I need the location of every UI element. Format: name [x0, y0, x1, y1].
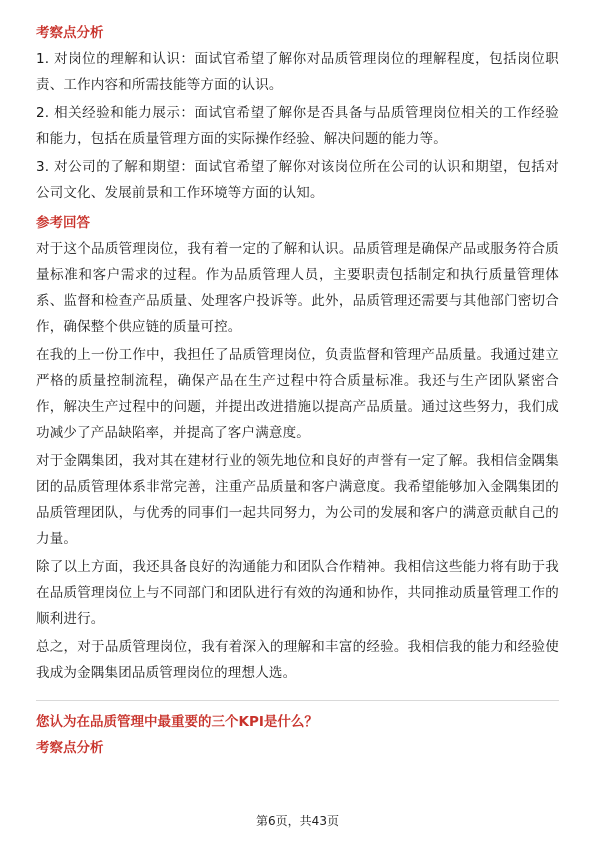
analysis-item: 3. 对公司的了解和期望：面试官希望了解你对该岗位所在公司的认识和期望，包括对公司文化、发展前景和工作环境等方面的认知。: [36, 159, 559, 201]
analysis-item: 2. 相关经验和能力展示：面试官希望了解你是否具备与品质管理岗位相关的工作经验和能力，包括在质量管理方面的实际操作经验、解决问题的能力等。: [36, 105, 559, 147]
answer-heading: 参考回答: [36, 215, 90, 231]
answer-paragraph: 对于这个品质管理岗位，我有着一定的了解和认识。品质管理是确保产品或服务符合质量标准和客户需求的过程。作为品质管理人员，主要职责包括制定和执行质量管理体系、监督和检查产品质量、处理客户投诉等。此外，品质管理还需要与其他部门密切合作，确保整个供应链的质量可控。: [36, 241, 559, 335]
analysis-item: 1. 对岗位的理解和认识：面试官希望了解你对品质管理岗位的理解程度，包括岗位职责、工作内容和所需技能等方面的认识。: [36, 51, 559, 93]
answer-paragraph: 总之，对于品质管理岗位，我有着深入的理解和丰富的经验。我相信我的能力和经验使我成为金隅集团品质管理岗位的理想人选。: [36, 639, 559, 681]
page-number: 第6页，共43页: [256, 814, 339, 828]
next-analysis-heading: 考察点分析: [36, 740, 104, 756]
answer-paragraph: 除了以上方面，我还具备良好的沟通能力和团队合作精神。我相信这些能力将有助于我在品质管理岗位上与不同部门和团队进行有效的沟通和协作，共同推动质量管理工作的顺利进行。: [36, 559, 559, 627]
answer-paragraph: 在我的上一份工作中，我担任了品质管理岗位，负责监督和管理产品质量。我通过建立严格的质量控制流程，确保产品在生产过程中符合质量标准。我还与生产团队紧密合作，解决生产过程中的问题，并提出改进措施以提高产品质量。通过这些努力，我们成功减少了产品缺陷率，并提高了客户满意度。: [36, 347, 559, 441]
analysis-heading: 考察点分析: [36, 25, 104, 41]
page-content: [36, 20, 559, 761]
answer-paragraph: 对于金隅集团，我对其在建材行业的领先地位和良好的声誉有一定了解。我相信金隅集团的品质管理体系非常完善，注重产品质量和客户满意度。我希望能够加入金隅集团的品质管理团队，与优秀的同事们一起共同努力，为公司的发展和客户的满意贡献自己的力量。: [36, 453, 559, 547]
next-question-title: 您认为在品质管理中最重要的三个KPI是什么？: [36, 714, 318, 730]
section-divider: [36, 700, 559, 701]
